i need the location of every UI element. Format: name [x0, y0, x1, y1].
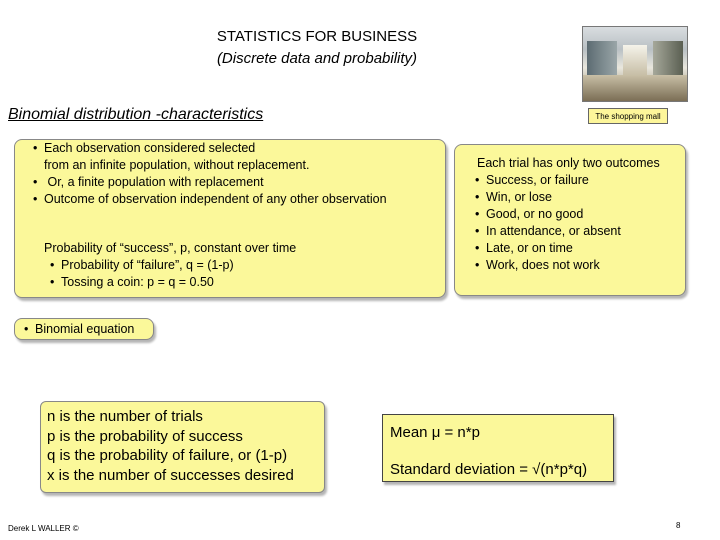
- list-item: • Work, does not work: [475, 258, 600, 272]
- list-item: • Outcome of observation independent of any other observation: [33, 192, 387, 206]
- list-item: • Late, or on time: [475, 241, 573, 255]
- list-item: • Good, or no good: [475, 207, 584, 221]
- list-item: • Win, or lose: [475, 190, 552, 204]
- variables-box: [40, 401, 325, 493]
- shopping-mall-photo: [582, 26, 688, 102]
- author-footer: Derek L WALLER ©: [8, 524, 79, 533]
- equation-label-box: [14, 318, 154, 340]
- slide-title: STATISTICS FOR BUSINESS: [216, 28, 418, 45]
- slide-subtitle: (Discrete data and probability): [216, 50, 418, 67]
- photo-caption: The shopping mall: [588, 108, 668, 124]
- list-item-continuation: from an infinite population, without replacement.: [44, 158, 310, 172]
- variable-p: p is the probability of success: [47, 428, 243, 445]
- list-item: • Each observation considered selected: [33, 141, 256, 155]
- page-number: 8: [676, 521, 681, 530]
- variable-q: q is the probability of failure, or (1-p): [47, 447, 288, 464]
- probability-heading: Probability of “success”, p, constant over time: [44, 241, 297, 255]
- outcomes-box: [454, 144, 686, 296]
- variable-n: n is the number of trials: [47, 408, 203, 425]
- observation-box: [14, 139, 446, 298]
- std-formula: Standard deviation = √(n*p*q): [390, 461, 588, 478]
- list-item: • Success, or failure: [475, 173, 589, 187]
- formula-box: [382, 414, 614, 482]
- mean-formula: Mean μ = n*p: [390, 424, 480, 441]
- section-title: Binomial distribution -characteristics: [8, 106, 264, 123]
- list-item: • Or, a finite population with replacement: [33, 175, 264, 189]
- equation-bullet: • Binomial equation: [24, 322, 135, 336]
- outcomes-heading: Each trial has only two outcomes: [477, 156, 660, 170]
- list-item: • Probability of “failure”, q = (1-p): [50, 258, 234, 272]
- list-item: • Tossing a coin: p = q = 0.50: [50, 275, 214, 289]
- variable-x: x is the number of successes desired: [47, 467, 294, 484]
- list-item: • In attendance, or absent: [475, 224, 621, 238]
